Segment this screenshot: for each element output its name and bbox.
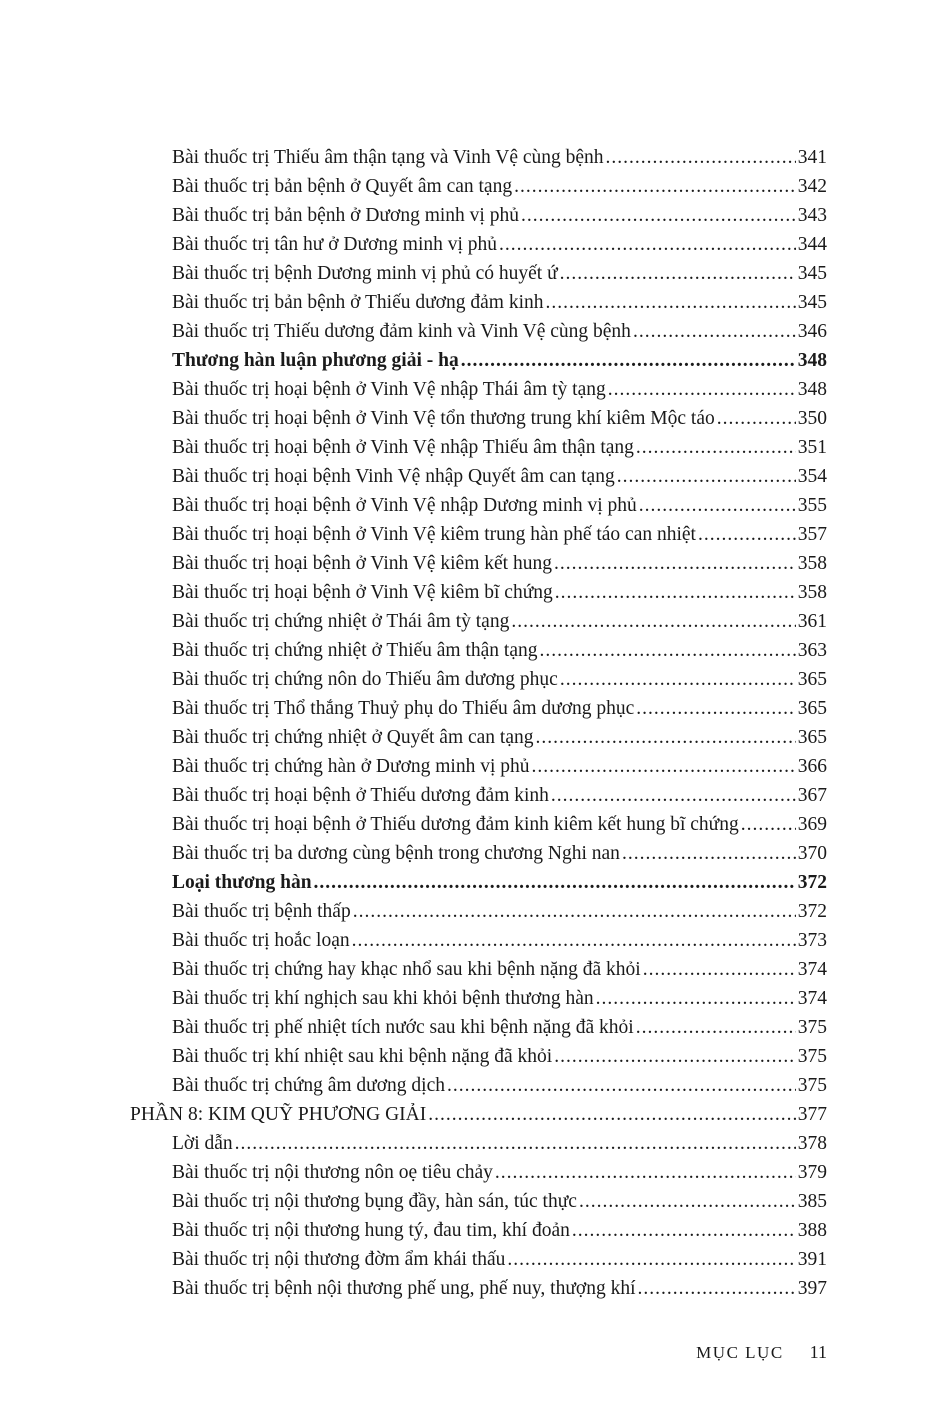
toc-entry [130, 955, 827, 984]
toc-entry-title: Bài thuốc trị hoại bệnh ở Thiếu dương đảm kinh [172, 785, 549, 806]
dot-leader [636, 433, 796, 462]
toc-entry [130, 375, 827, 404]
dot-leader [507, 1245, 795, 1274]
toc-entry-page: 348 [797, 379, 827, 400]
toc-entry-page: 372 [797, 872, 827, 893]
table-of-contents [130, 143, 827, 1303]
dot-leader [495, 1158, 796, 1187]
dot-leader [545, 288, 795, 317]
toc-entry [130, 1129, 827, 1158]
toc-entry [130, 1042, 827, 1071]
dot-leader [555, 578, 796, 607]
toc-entry-page: 342 [797, 176, 827, 197]
dot-leader [741, 810, 796, 839]
toc-entry-page: 345 [797, 263, 827, 284]
dot-leader [638, 1274, 796, 1303]
toc-entry-page: 354 [797, 466, 827, 487]
toc-entry-title: Bài thuốc trị chứng âm dương dịch [172, 1075, 445, 1096]
toc-entry-page: 365 [797, 669, 827, 690]
dot-leader [617, 462, 796, 491]
toc-entry-title: Bài thuốc trị hoại bệnh ở Vinh Vệ nhập Thiếu âm thận tạng [172, 437, 634, 458]
toc-entry-title: Bài thuốc trị phế nhiệt tích nước sau khi bệnh nặng đã khỏi [172, 1017, 634, 1038]
toc-entry-title: Bài thuốc trị khí nhiệt sau khi bệnh nặng đã khỏi [172, 1046, 553, 1067]
toc-entry-title: Bài thuốc trị bản bệnh ở Quyết âm can tạng [172, 176, 513, 197]
toc-entry [130, 752, 827, 781]
dot-leader [606, 143, 796, 172]
toc-entry-title: Bài thuốc trị nội thương đờm ẩm khái thấu [172, 1249, 506, 1270]
dot-leader [636, 694, 795, 723]
dot-leader [572, 1216, 796, 1245]
toc-entry [130, 694, 827, 723]
toc-entry-title: Bài thuốc trị Thiếu âm thận tạng và Vinh Vệ cùng bệnh [172, 147, 604, 168]
toc-entry-title: Bài thuốc trị hoại bệnh ở Vinh Vệ kiêm bĩ chứng [172, 582, 553, 603]
toc-entry-page: 367 [797, 785, 827, 806]
toc-entry-title: Bài thuốc trị nội thương nôn oẹ tiêu chảy [172, 1162, 493, 1183]
page-footer [696, 1342, 827, 1363]
toc-entry-page: 391 [797, 1249, 827, 1270]
dot-leader [539, 636, 795, 665]
dot-leader [622, 839, 796, 868]
toc-entry-page: 377 [797, 1104, 827, 1125]
toc-entry [130, 839, 827, 868]
dot-leader [314, 868, 796, 897]
dot-leader [511, 607, 795, 636]
toc-entry-title: Bài thuốc trị khí nghịch sau khi khỏi bệnh thương hàn [172, 988, 594, 1009]
toc-entry-page: 348 [797, 350, 827, 371]
toc-section-heading [130, 346, 827, 375]
running-header-label: MỤC LỤC [696, 1343, 784, 1362]
dot-leader [579, 1187, 796, 1216]
toc-entry-title: Bài thuốc trị chứng nôn do Thiếu âm dương phục [172, 669, 558, 690]
dot-leader [717, 404, 796, 433]
toc-entry [130, 665, 827, 694]
toc-entry [130, 1071, 827, 1100]
toc-entry-page: 370 [797, 843, 827, 864]
toc-entry-page: 357 [797, 524, 827, 545]
toc-entry-page: 351 [797, 437, 827, 458]
dot-leader [698, 520, 796, 549]
toc-entry-page: 361 [797, 611, 827, 632]
toc-entry-title: Bài thuốc trị hoại bệnh Vinh Vệ nhập Quyết âm can tạng [172, 466, 615, 487]
toc-entry-title: Bài thuốc trị ba dương cùng bệnh trong chương Nghi nan [172, 843, 620, 864]
toc-entry-page: 372 [797, 901, 827, 922]
dot-leader [353, 897, 796, 926]
toc-entry-page: 355 [797, 495, 827, 516]
dot-leader [636, 1013, 796, 1042]
dot-leader [514, 172, 796, 201]
toc-entry-title: Bài thuốc trị hoại bệnh ở Vinh Vệ nhập Thái âm tỳ tạng [172, 379, 606, 400]
toc-entry-page: 397 [797, 1278, 827, 1299]
toc-entry-page: 344 [797, 234, 827, 255]
toc-entry [130, 926, 827, 955]
toc-entry-title: Bài thuốc trị hoắc loạn [172, 930, 350, 951]
toc-entry-title: Bài thuốc trị hoại bệnh ở Vinh Vệ kiêm trung hàn phế táo can nhiệt [172, 524, 696, 545]
toc-entry-page: 365 [797, 698, 827, 719]
toc-entry-page: 363 [797, 640, 827, 661]
toc-entry-title: Bài thuốc trị tân hư ở Dương minh vị phủ [172, 234, 498, 255]
toc-entry-page: 346 [797, 321, 827, 342]
toc-entry-page: 374 [797, 988, 827, 1009]
toc-entry [130, 984, 827, 1013]
toc-entry [130, 1245, 827, 1274]
toc-entry-page: 375 [797, 1017, 827, 1038]
toc-entry [130, 723, 827, 752]
toc-entry-page: 358 [797, 582, 827, 603]
dot-leader [428, 1100, 795, 1129]
toc-entry [130, 636, 827, 665]
dot-leader [554, 549, 796, 578]
dot-leader [447, 1071, 796, 1100]
toc-entry-page: 365 [797, 727, 827, 748]
toc-entry-page: 375 [797, 1075, 827, 1096]
dot-leader [551, 781, 796, 810]
toc-entry-page: 375 [797, 1046, 827, 1067]
toc-entry-title: Bài thuốc trị chứng hàn ở Dương minh vị phủ [172, 756, 530, 777]
toc-entry-title: Bài thuốc trị chứng hay khạc nhổ sau khi bệnh nặng đã khỏi [172, 959, 641, 980]
toc-entry-page: 341 [797, 147, 827, 168]
toc-entry-title: Thương hàn luận phương giải - hạ [172, 350, 459, 371]
dot-leader [235, 1129, 796, 1158]
toc-entry-title: Bài thuốc trị bệnh thấp [172, 901, 351, 922]
toc-entry-page: 388 [797, 1220, 827, 1241]
toc-entry [130, 549, 827, 578]
toc-entry [130, 143, 827, 172]
toc-entry-title: Bài thuốc trị chứng nhiệt ở Thiếu âm thận tạng [172, 640, 538, 661]
toc-entry [130, 897, 827, 926]
toc-entry-page: 379 [797, 1162, 827, 1183]
toc-section-heading [130, 868, 827, 897]
toc-entry-title: Bài thuốc trị nội thương hung tý, đau tim, khí đoản [172, 1220, 570, 1241]
toc-entry [130, 172, 827, 201]
toc-entry [130, 1158, 827, 1187]
dot-leader [352, 926, 796, 955]
dot-leader [532, 752, 796, 781]
toc-entry-title: Bài thuốc trị nội thương bụng đầy, hàn sán, túc thực [172, 1191, 577, 1212]
toc-entry-page: 358 [797, 553, 827, 574]
toc-entry [130, 578, 827, 607]
dot-leader [499, 230, 796, 259]
toc-entry [130, 1187, 827, 1216]
toc-entry-title: Bài thuốc trị Thiếu dương đảm kinh và Vinh Vệ cùng bệnh [172, 321, 631, 342]
toc-part-heading [130, 1100, 827, 1129]
toc-entry-title: Bài thuốc trị bản bệnh ở Thiếu dương đảm kinh [172, 292, 544, 313]
toc-entry-title: Bài thuốc trị chứng nhiệt ở Quyết âm can tạng [172, 727, 534, 748]
toc-entry-page: 374 [797, 959, 827, 980]
toc-entry-page: 345 [797, 292, 827, 313]
dot-leader [461, 346, 796, 375]
toc-entry [130, 491, 827, 520]
toc-entry-title: Bài thuốc trị hoại bệnh ở Vinh Vệ tổn thương trung khí kiêm Mộc táo [172, 408, 715, 429]
toc-entry-title: Loại thương hàn [172, 872, 312, 893]
toc-entry [130, 462, 827, 491]
dot-leader [554, 1042, 796, 1071]
toc-entry [130, 201, 827, 230]
toc-entry [130, 230, 827, 259]
dot-leader [596, 984, 796, 1013]
toc-entry [130, 1013, 827, 1042]
toc-entry [130, 317, 827, 346]
toc-entry-title: Bài thuốc trị Thổ thắng Thuỷ phụ do Thiếu âm dương phục [172, 698, 635, 719]
toc-entry-title: Bài thuốc trị chứng nhiệt ở Thái âm tỳ tạng [172, 611, 510, 632]
toc-entry [130, 259, 827, 288]
toc-entry [130, 810, 827, 839]
toc-entry-page: 366 [797, 756, 827, 777]
dot-leader [521, 201, 796, 230]
dot-leader [560, 259, 796, 288]
toc-entry-title: Bài thuốc trị bản bệnh ở Dương minh vị phủ [172, 205, 519, 226]
toc-entry [130, 607, 827, 636]
toc-entry-page: 378 [797, 1133, 827, 1154]
toc-entry-title: Bài thuốc trị bệnh nội thương phế ung, phế nuy, thượng khí [172, 1278, 636, 1299]
toc-entry-page: 373 [797, 930, 827, 951]
toc-entry [130, 781, 827, 810]
page-number: 11 [809, 1342, 827, 1362]
toc-entry [130, 433, 827, 462]
dot-leader [643, 955, 796, 984]
toc-entry [130, 520, 827, 549]
toc-entry [130, 404, 827, 433]
toc-entry-title: Bài thuốc trị hoại bệnh ở Vinh Vệ kiêm kết hung [172, 553, 552, 574]
toc-entry-title: Bài thuốc trị hoại bệnh ở Thiếu dương đảm kinh kiêm kết hung bĩ chứng [172, 814, 739, 835]
toc-entry [130, 288, 827, 317]
toc-entry-page: 369 [797, 814, 827, 835]
dot-leader [608, 375, 796, 404]
toc-entry [130, 1216, 827, 1245]
toc-entry-title: Lời dẫn [172, 1133, 233, 1154]
toc-entry-title: Bài thuốc trị hoại bệnh ở Vinh Vệ nhập Dương minh vị phủ [172, 495, 637, 516]
toc-entry-title: Bài thuốc trị bệnh Dương minh vị phủ có huyết ứ [172, 263, 558, 284]
dot-leader [633, 317, 796, 346]
toc-entry-page: 343 [797, 205, 827, 226]
dot-leader [639, 491, 796, 520]
toc-entry-page: 385 [797, 1191, 827, 1212]
toc-entry-page: 350 [797, 408, 827, 429]
toc-entry [130, 1274, 827, 1303]
toc-entry-title: PHẦN 8: KIM QUỸ PHƯƠNG GIẢI [130, 1104, 427, 1125]
dot-leader [536, 723, 796, 752]
dot-leader [560, 665, 796, 694]
